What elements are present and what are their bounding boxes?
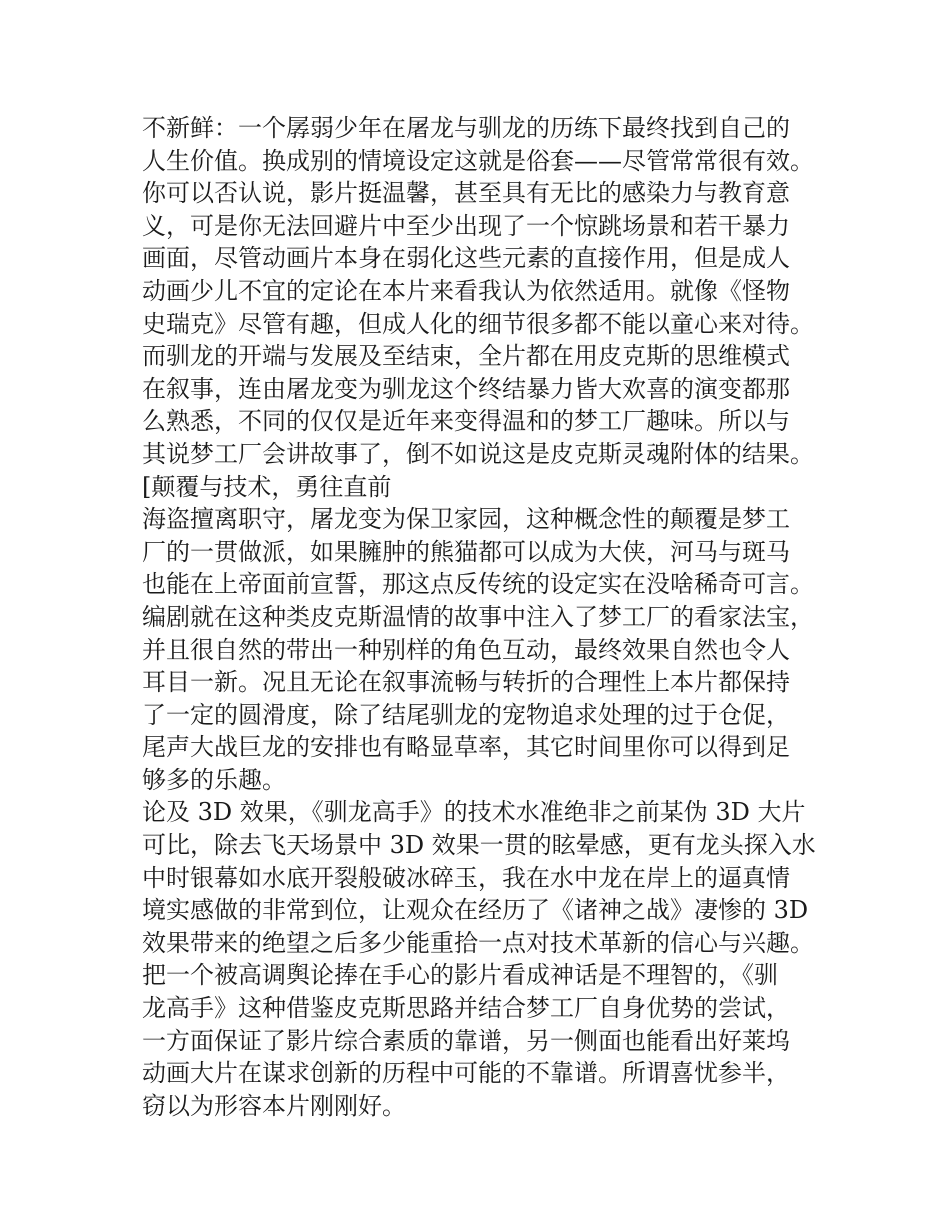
text-line: 不新鲜：一个孱弱少年在屠龙与驯龙的历练下最终找到自己的 xyxy=(142,114,790,142)
text-line: 史瑞克》尽管有趣，但成人化的细节很多都不能以童心来对待。 xyxy=(142,309,814,338)
section-heading: [颠覆与技术，勇往直前 xyxy=(142,472,392,501)
text-line: 窃以为形容本片刚刚好。 xyxy=(142,1091,406,1120)
text-line: 耳目一新。况且无论在叙事流畅与转折的合理性上本片都保持 xyxy=(142,668,790,697)
text-line: 并且很自然的带出一种别样的角色互动，最终效果自然也令人 xyxy=(142,635,790,664)
text-line: 厂的一贯做派，如果臃肿的熊猫都可以成为大侠，河马与斑马 xyxy=(142,537,790,566)
text-line: 你可以否认说，影片挺温馨，甚至具有无比的感染力与教育意 xyxy=(142,179,790,208)
text-line: 而驯龙的开端与发展及至结束，全片都在用皮克斯的思维模式 xyxy=(142,342,790,371)
text-line: 编剧就在这种类皮克斯温情的故事中注入了梦工厂的看家法宝， xyxy=(142,602,814,631)
document-page xyxy=(142,112,832,1122)
text-line: 可比，除去飞天场景中 3D 效果一贯的眩晕感，更有龙头探入水 xyxy=(142,831,816,860)
text-line: 一方面保证了影片综合素质的靠谱，另一侧面也能看出好莱坞 xyxy=(142,1026,790,1055)
text-line: 够多的乐趣。 xyxy=(142,765,286,794)
text-line: 了一定的圆滑度，除了结尾驯龙的宠物追求处理的过于仓促， xyxy=(142,700,790,729)
text-line: 动画少儿不宜的定论在本片来看我认为依然适用。就像《怪物 xyxy=(142,276,790,305)
text-line: 其说梦工厂会讲故事了，倒不如说这是皮克斯灵魂附体的结果。 xyxy=(142,439,814,468)
text-line: 海盗擅离职守，屠龙变为保卫家园，这种概念性的颠覆是梦工 xyxy=(142,505,790,534)
text-line: 境实感做的非常到位，让观众在经历了《诸神之战》凄惨的 3D xyxy=(142,896,809,925)
text-line: 尾声大战巨龙的安排也有略显草率，其它时间里你可以得到足 xyxy=(142,733,790,762)
text-line: 动画大片在谋求创新的历程中可能的不靠谱。所谓喜忧参半， xyxy=(142,1059,790,1088)
text-line: 论及 3D 效果，《驯龙高手》的技术水准绝非之前某伪 3D 大片 xyxy=(142,798,806,827)
text-line: 也能在上帝面前宣誓，那这点反传统的设定实在没啥稀奇可言。 xyxy=(142,570,814,599)
text-line: 把一个被高调舆论捧在手心的影片看成神话是不理智的，《驯 xyxy=(142,961,778,990)
text-line: 么熟悉，不同的仅仅是近年来变得温和的梦工厂趣味。所以与 xyxy=(142,407,790,436)
text-line: 义，可是你无法回避片中至少出现了一个惊跳场景和若干暴力 xyxy=(142,211,790,240)
text-line: 在叙事，连由屠龙变为驯龙这个终结暴力皆大欢喜的演变都那 xyxy=(142,374,790,403)
text-line: 效果带来的绝望之后多少能重拾一点对技术革新的信心与兴趣。 xyxy=(142,928,814,957)
text-line: 龙高手》这种借鉴皮克斯思路并结合梦工厂自身优势的尝试， xyxy=(142,994,790,1023)
text-line: 中时银幕如水底开裂般破冰碎玉，我在水中龙在岸上的逼真情 xyxy=(142,863,790,892)
text-line: 人生价值。换成别的情境设定这就是俗套——尽管常常很有效。 xyxy=(142,146,814,175)
text-line: 画面，尽管动画片本身在弱化这些元素的直接作用，但是成人 xyxy=(142,244,790,273)
